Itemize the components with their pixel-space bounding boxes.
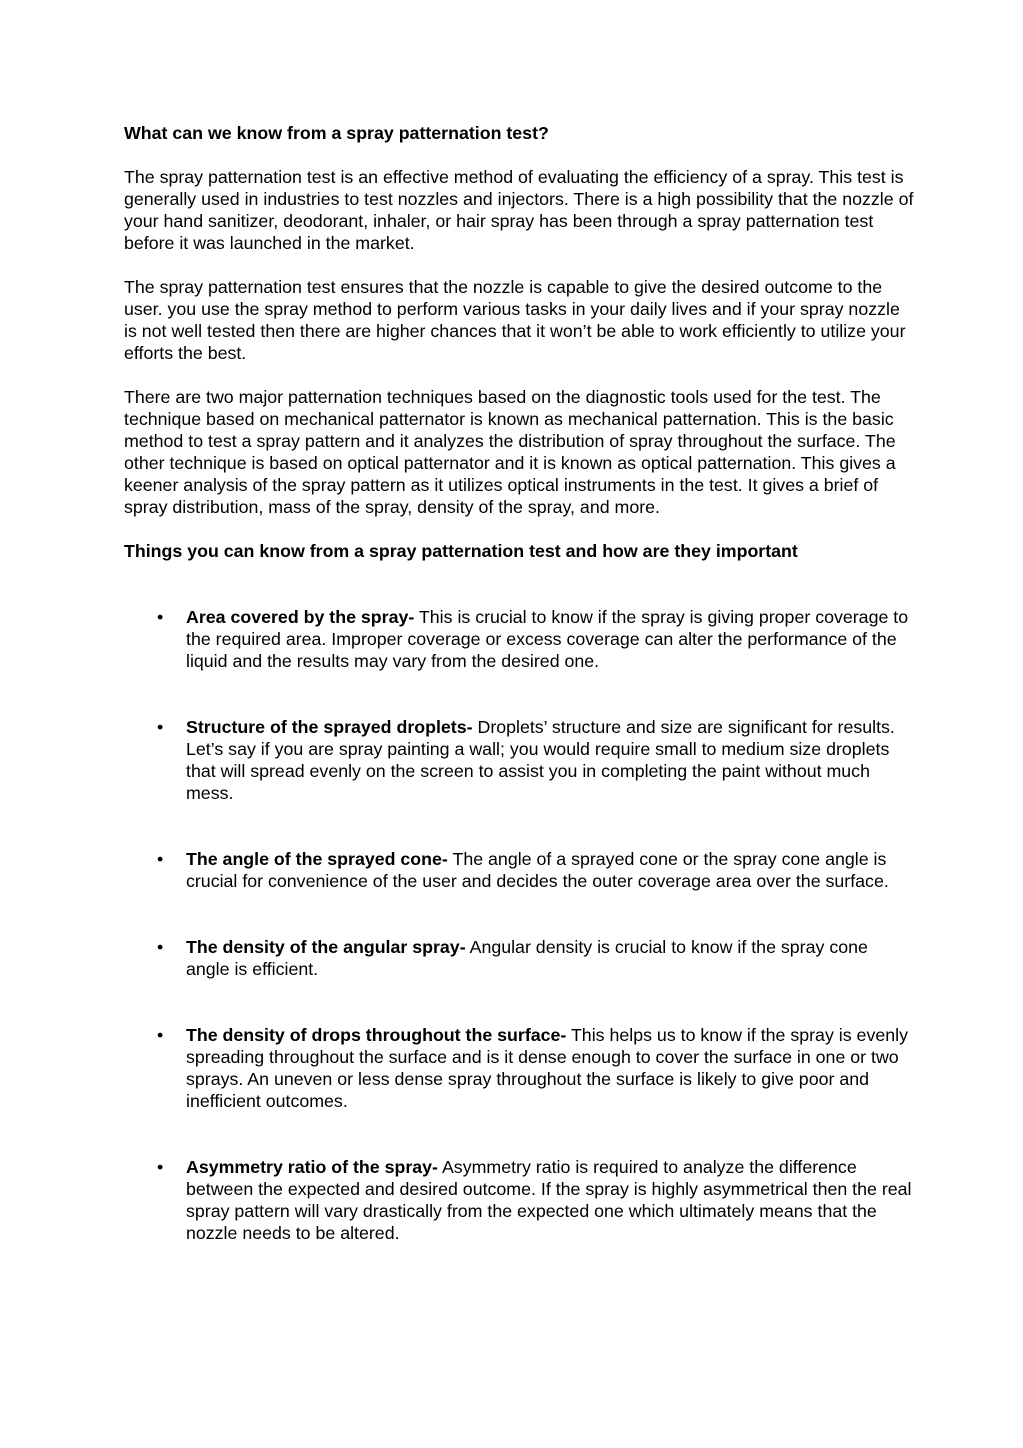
bullet-list: [124, 606, 914, 1244]
bullet-icon: •: [157, 717, 164, 737]
bullet-icon: •: [157, 849, 164, 869]
bullet-item-area-covered: [124, 606, 914, 672]
bullet-item-drop-density: [124, 1024, 914, 1112]
bullet-item-cone-angle: [124, 848, 914, 892]
bullet-item-asymmetry-ratio: [124, 1156, 914, 1244]
paragraph-intro: The spray patternation test is an effective method of evaluating the efficiency of a spray. This test is generally used in industries to test nozzles and injectors. There is a high possibility that the nozzle of your hand sanitizer, deodorant, inhaler, or hair spray has been through a spray patternation test before it was launched in the market.: [124, 167, 914, 253]
bullet-text: The angle of a sprayed cone or the spray cone angle is crucial for convenience of the user and decides the outer coverage area over the surface.: [186, 849, 889, 891]
bullet-lead: The density of the angular spray-: [186, 937, 466, 957]
bullet-icon: •: [157, 937, 164, 957]
bullet-icon: •: [157, 1157, 164, 1177]
bullet-item-droplet-structure: [124, 716, 914, 804]
bullet-lead: Asymmetry ratio of the spray-: [186, 1157, 438, 1177]
paragraph-purpose: The spray patternation test ensures that the nozzle is capable to give the desired outcome to the user. you use the spray method to perform various tasks in your daily lives and if your spray nozzle is not well tested then there are higher chances that it won’t be able to work efficiently to utilize your efforts the best.: [124, 277, 906, 363]
bullet-lead: The angle of the sprayed cone-: [186, 849, 448, 869]
bullet-lead: The density of drops throughout the surface-: [186, 1025, 567, 1045]
bullet-text: This is crucial to know if the spray is giving proper coverage to the required area. Improper coverage or excess coverage can alter the performance of the liquid and the results may vary from the desired one.: [186, 607, 909, 671]
section-subheading: Things you can know from a spray patternation test and how are they important: [124, 541, 798, 561]
bullet-icon: •: [157, 607, 164, 627]
bullet-lead: Area covered by the spray-: [186, 607, 415, 627]
document-page: [124, 122, 914, 1244]
bullet-text: Droplets’ structure and size are significant for results. Let’s say if you are spray painting a wall; you would require small to medium size droplets that will spread evenly on the screen to assist you in completing the paint without much mess.: [186, 717, 895, 803]
bullet-text: This helps us to know if the spray is evenly spreading throughout the surface and is it dense enough to cover the surface in one or two sprays. An uneven or less dense spray throughout the surface is likely to give poor and inefficient outcomes.: [186, 1025, 908, 1111]
document-title: What can we know from a spray patternation test?: [124, 123, 549, 143]
bullet-item-angular-density: [124, 936, 914, 980]
bullet-text: Angular density is crucial to know if the spray cone angle is efficient.: [186, 937, 868, 979]
bullet-icon: •: [157, 1025, 164, 1045]
bullet-text: Asymmetry ratio is required to analyze the difference between the expected and desired outcome. If the spray is highly asymmetrical then the real spray pattern will vary drastically from the expected one which ultimately means that the nozzle needs to be altered.: [186, 1157, 912, 1243]
paragraph-techniques: There are two major patternation techniques based on the diagnostic tools used for the test. The technique based on mechanical patternator is known as mechanical patternation. This is the basic method to test a spray pattern and it analyzes the distribution of spray throughout the surface. The other technique is based on optical patternator and it is known as optical patternation. This gives a keener analysis of the spray pattern as it utilizes optical instruments in the test. It gives a brief of spray distribution, mass of the spray, density of the spray, and more.: [124, 387, 896, 517]
bullet-lead: Structure of the sprayed droplets-: [186, 717, 473, 737]
